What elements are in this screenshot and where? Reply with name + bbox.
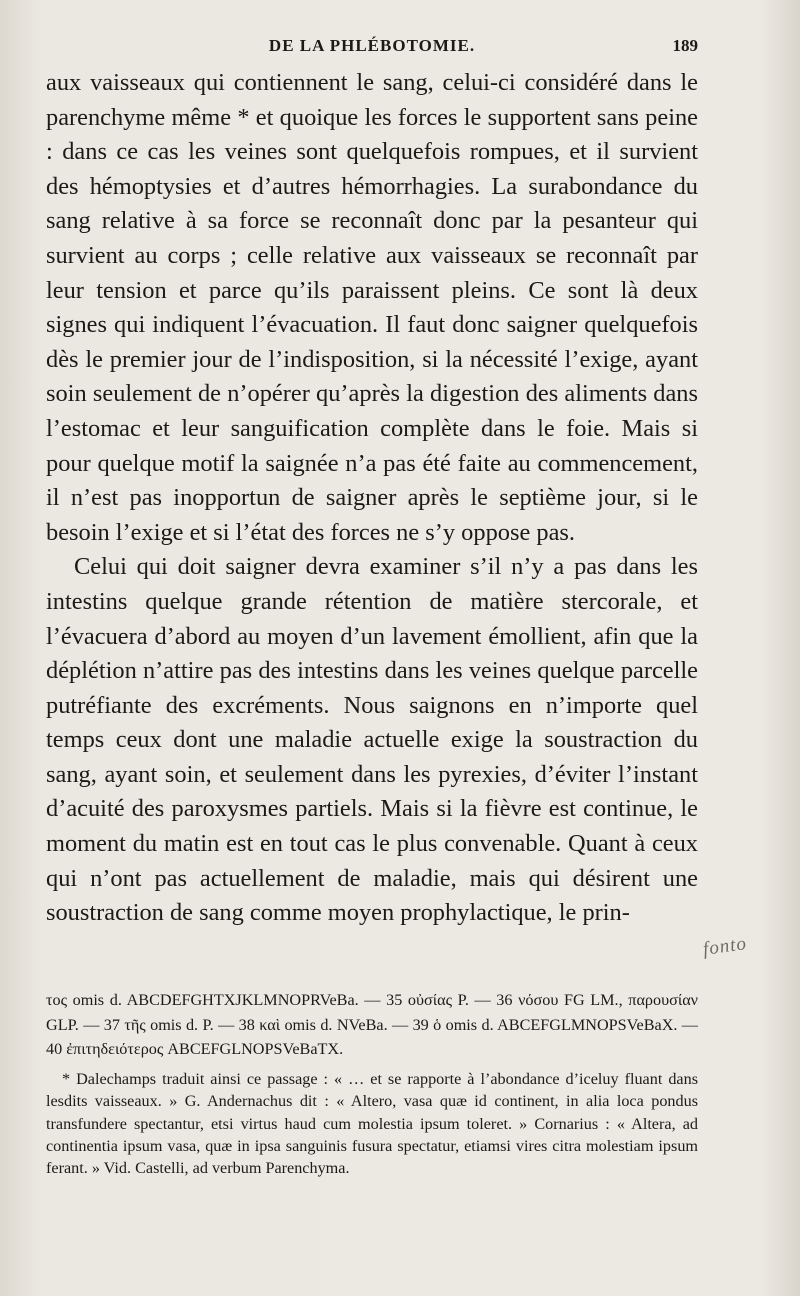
handwritten-margin-note: fonto xyxy=(701,933,749,960)
page-number: 189 xyxy=(672,36,698,55)
main-text xyxy=(46,66,698,931)
footnote xyxy=(46,1068,698,1179)
paragraph: aux vaisseaux qui contiennent le sang, celui-ci considéré dans le parenchyme même * et quoique les forces le supportent sans peine : dans ce cas les veines sont quelquefois rompues, et il survient des hémoptysies et d’autres hémorrhagies. La surabondance du sang relative à sa force se reconnaît donc par la pesanteur qui survient au corps ; celle relative aux vaisseaux se reconnaît par leur tension et parce qu’ils paraissent pleins. Ce sont là deux signes qui indiquent l’évacuation. Il faut donc saigner quelquefois dès le premier jour de l’indisposition, si la nécessité l’exige, ayant soin seulement de n’opérer qu’après la digestion des aliments dans l’estomac et leur sanguification complète dans le foie. Mais si pour quelque motif la saignée n’a pas été faite au commencement, il n’est pas inopportun de saigner après le septième jour, si le besoin l’exige et si l’état des forces ne s’y oppose pas. xyxy=(46,69,698,546)
paragraph: Celui qui doit saigner devra examiner s’il n’y a pas dans les intestins quelque grande rétention de matière stercorale, et l’évacuera d’abord au moyen d’un lavement émollient, afin que la déplétion n’attire pas des intestins dans les veines quelque parcelle putréfiante des excréments. Nous saignons en n’importe quel temps ceux dont une maladie actuelle exige la soustraction du sang, ayant soin, et seulement dans les pyrexies, d’éviter l’instant d’acuité des paroxysmes partiels. Mais si la fièvre est continue, le moment du matin est en tout cas le plus convenable. Quant à ceux qui n’ont pas actuellement de maladie, mais qui désirent une soustraction de sang comme moyen prophylactique, le prin- xyxy=(46,553,698,927)
running-title: DE LA PHLÉBOTOMIE. xyxy=(268,36,476,55)
textual-variants xyxy=(46,988,698,1062)
footnote-text: * Dalechamps traduit ainsi ce passage : « … et se rapporte à l’abondance d’iceluy fluant dans lesdits vaisseaux. » G. Andernachus dit : « Altero, vasa quæ id continent, in alia loca pondus transfundere spectantur, etsi virtus haud cum molestia ipsum toleret. » Cornarius : « Altera, ad continentia ipsum vasa, quæ in ipsa sanguinis fusura spectatur, etiamsi vires citra molestiam ipsum ferant. » Vid. Castelli, ad verbum Parenchyma. xyxy=(46,1070,698,1178)
variants-text: τος omis d. ABCDEFGHTXJKLMNOPRVeBa. — 35 οὐσίας P. — 36 νόσου FG LM., παρουσίαν GLP. — 37 τῆς omis d. P. — 38 καὶ omis d. NVeBa. — 39 ὁ omis d. ABCEFGLMNOPSVeBaX. — 40 ἐπιτηδειότερος ABCEFGLNOPSVeBaTX. xyxy=(46,991,698,1059)
running-head xyxy=(46,36,698,60)
